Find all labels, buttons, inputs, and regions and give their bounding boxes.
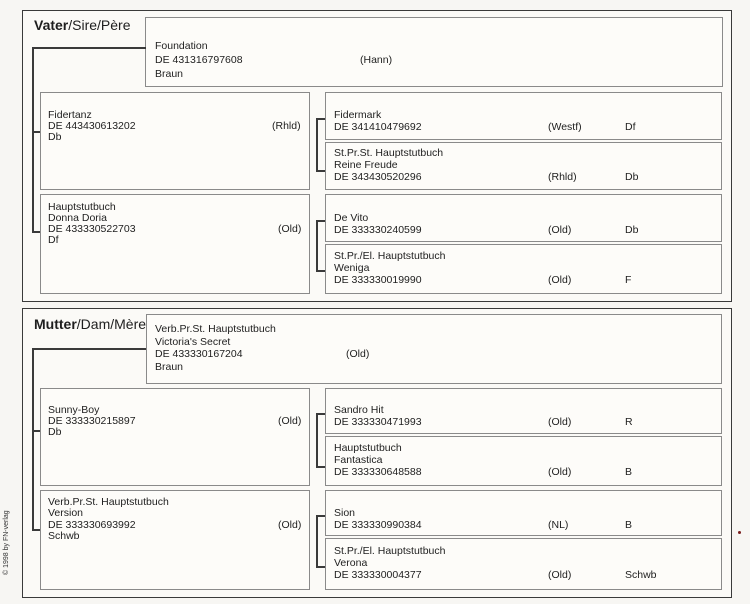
sire-dam-dam-name: Weniga <box>334 262 370 274</box>
dam-dam-gen3-connector-top <box>316 515 325 517</box>
sire-dam-id: DE 433330522703 <box>48 223 136 235</box>
sire-horse-box <box>145 17 723 87</box>
dam-horse-title: Verb.Pr.St. Hauptstutbuch <box>155 323 276 335</box>
copyright-note: © 1998 by FN-verlag <box>3 510 10 575</box>
sire-sire-box <box>40 92 310 190</box>
dam-dam-id: DE 333330693992 <box>48 519 136 531</box>
dam-connector-vertical <box>32 348 34 530</box>
dam-sire-box <box>40 388 310 486</box>
dam-dam-gen3-connector-bottom <box>316 566 325 568</box>
dam-sire-dam-name: Fantastica <box>334 454 383 466</box>
sire-gen3-connector-top <box>316 118 325 120</box>
sire-dam-dam-id: DE 333330019990 <box>334 274 422 286</box>
sire-horse-name: Foundation <box>155 40 208 52</box>
sire-dam-color: Df <box>48 234 59 246</box>
sire-sire-sire-color: Df <box>625 121 636 133</box>
dam-horse-breed: (Old) <box>346 348 370 360</box>
sire-heading: Vater/Sire/Père <box>34 17 131 33</box>
dam-heading: Mutter/Dam/Mère <box>34 316 147 332</box>
sire-sire-dam-name: Reine Freude <box>334 159 398 171</box>
sire-dam-gen3-connector <box>316 220 318 270</box>
sire-connector <box>32 47 146 49</box>
dam-dam-dam-title: St.Pr./El. Hauptstutbuch <box>334 545 446 557</box>
sire-sire-sire-name: Fidermark <box>334 109 382 121</box>
sire-dam-dam-color: F <box>625 274 632 286</box>
sire-sire-dam-id: DE 343430520296 <box>334 171 422 183</box>
dam-dam-sire-color: B <box>625 519 633 531</box>
dam-sire-sire-name: Sandro Hit <box>334 404 384 416</box>
dam-dam-dam-breed: (Old) <box>548 569 572 581</box>
dam-horse-id: DE 433330167204 <box>155 348 243 360</box>
dam-sire-dam-breed: (Old) <box>548 466 572 478</box>
sire-sire-id: DE 443430613202 <box>48 120 136 132</box>
dam-sire-color: Db <box>48 426 62 438</box>
sire-horse-color: Braun <box>155 68 184 80</box>
dam-dam-gen3-connector <box>316 515 318 566</box>
dam-sire-name: Sunny-Boy <box>48 404 100 416</box>
sire-dam-gen3-connector-top <box>316 220 325 222</box>
dam-dam-dam-name: Verona <box>334 557 368 569</box>
sire-dam-dam-title: St.Pr./El. Hauptstutbuch <box>334 250 446 262</box>
sire-dam-title: Hauptstutbuch <box>48 201 116 213</box>
dam-dam-title: Verb.Pr.St. Hauptstutbuch <box>48 496 169 508</box>
dam-sire-gen3-connector-top <box>316 413 325 415</box>
sire-gen3-connector-bottom <box>316 170 325 172</box>
dam-sire-sire-color: R <box>625 416 633 428</box>
dam-horse-name: Victoria's Secret <box>155 336 231 348</box>
dam-sire-dam-title: Hauptstutbuch <box>334 442 402 454</box>
sire-dam-sire-name: De Vito <box>334 212 369 224</box>
sire-dam-sire-id: DE 333330240599 <box>334 224 422 236</box>
sire-horse-id: DE 431316797608 <box>155 54 243 66</box>
sire-connector-vertical <box>32 47 34 232</box>
dam-sire-gen3-connector-bottom <box>316 466 325 468</box>
sire-dam-sire-color: Db <box>625 224 639 236</box>
dam-dam-sire-id: DE 333330990384 <box>334 519 422 531</box>
dam-dam-color: Schwb <box>48 530 80 542</box>
sire-gen3-connector <box>316 118 318 170</box>
dam-dam-dam-id: DE 333330004377 <box>334 569 422 581</box>
sire-sire-dam-color: Db <box>625 171 639 183</box>
sire-sire-sire-breed: (Westf) <box>548 121 582 133</box>
dam-sire-dam-color: B <box>625 466 633 478</box>
sire-dam-sire-breed: (Old) <box>548 224 572 236</box>
dam-sire-breed: (Old) <box>278 415 302 427</box>
dam-dam-breed: (Old) <box>278 519 302 531</box>
dam-dam-sire-breed: (NL) <box>548 519 569 531</box>
dam-dam-sire-name: Sion <box>334 507 356 519</box>
dam-sire-dam-id: DE 333330648588 <box>334 466 422 478</box>
sire-sire-dam-breed: (Rhld) <box>548 171 577 183</box>
dam-sire-sire-breed: (Old) <box>548 416 572 428</box>
dam-sire-id: DE 333330215897 <box>48 415 136 427</box>
dam-sire-sire-id: DE 333330471993 <box>334 416 422 428</box>
dam-dam-name: Version <box>48 507 84 519</box>
sire-sire-breed: (Rhld) <box>272 120 301 132</box>
sire-horse-breed: (Hann) <box>360 54 393 66</box>
sire-dam-name: Donna Doria <box>48 212 107 224</box>
punch-hole-mark <box>738 531 741 534</box>
dam-horse-color: Braun <box>155 361 184 373</box>
sire-dam-dam-breed: (Old) <box>548 274 572 286</box>
sire-dam-breed: (Old) <box>278 223 302 235</box>
sire-sire-dam-title: St.Pr.St. Hauptstutbuch <box>334 147 444 159</box>
sire-sire-sire-id: DE 341410479692 <box>334 121 422 133</box>
sire-dam-gen3-connector-bottom <box>316 270 325 272</box>
sire-sire-name: Fidertanz <box>48 109 92 121</box>
sire-sire-color: Db <box>48 131 62 143</box>
dam-connector <box>32 348 146 350</box>
dam-sire-gen3-connector <box>316 413 318 466</box>
dam-dam-dam-color: Schwb <box>625 569 657 581</box>
